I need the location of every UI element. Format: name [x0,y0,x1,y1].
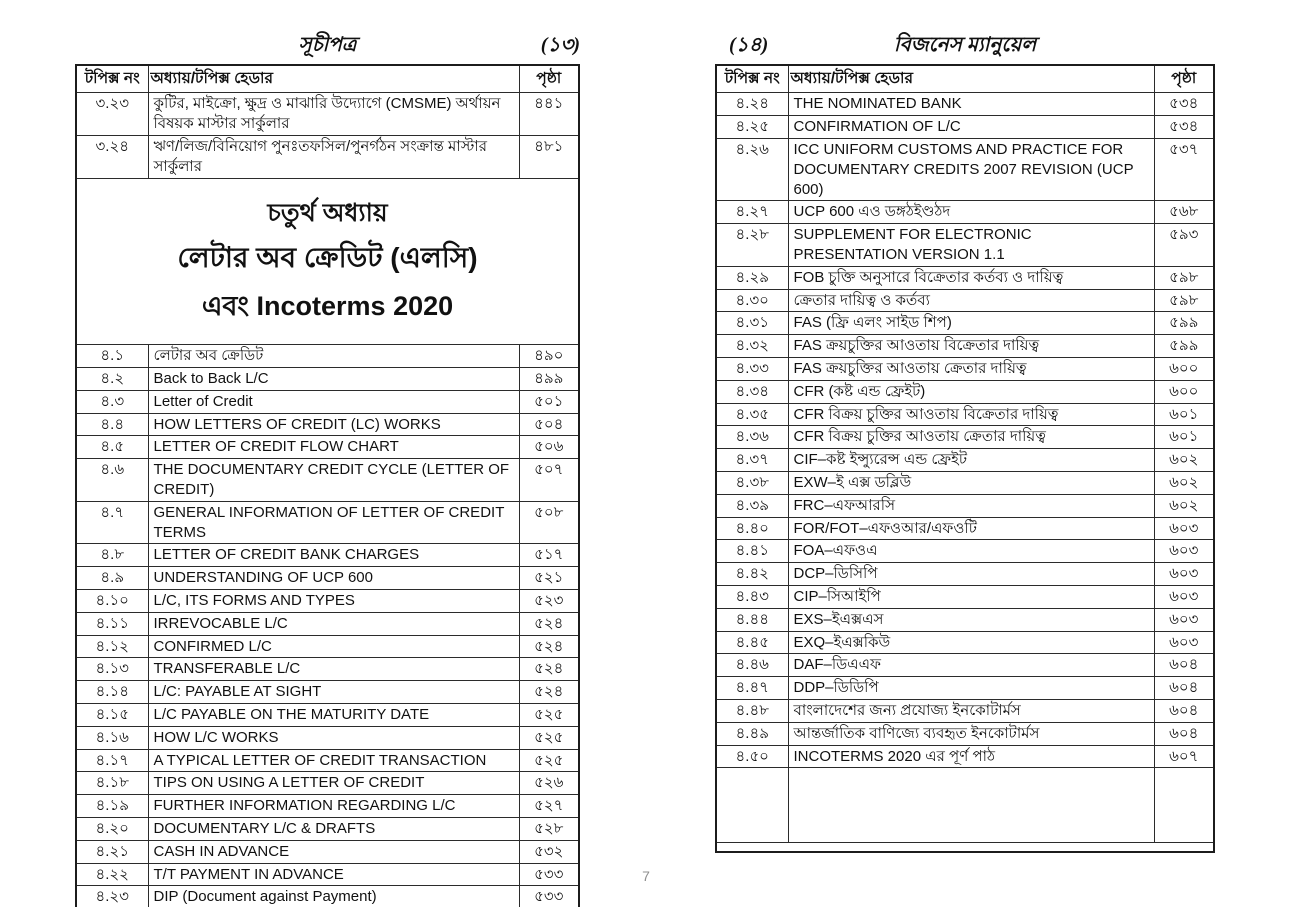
topic-number: ৪.৯ [76,567,148,590]
topic-title: FAS ক্রয়চুক্তির আওতায় ক্রেতার দায়িত্ব [788,358,1154,381]
toc-header-row [716,65,1214,93]
page-number: ৫৩৪ [1154,93,1214,116]
topic-number: ৪.৮ [76,544,148,567]
toc-table-left [75,64,580,907]
topic-number: ৪.৪৯ [716,722,788,745]
topic-number: ৪.২৬ [716,139,788,201]
column-page: পৃষ্ঠা [519,65,579,93]
page-number: ৫৯৯ [1154,335,1214,358]
topic-title: EXW–ই এক্স ডব্লিউ [788,472,1154,495]
topic-number: ৪.৪১ [716,540,788,563]
toc-row [76,749,579,772]
topic-title: Back to Back L/C [148,368,519,391]
page-number: ৫৯৯ [1154,312,1214,335]
topic-number: ৪.১৮ [76,772,148,795]
topic-title: CASH IN ADVANCE [148,840,519,863]
column-topic-no: টপিক্স নং [76,65,148,93]
chapter-heading-cell [76,178,579,345]
scan-page-number: 7 [642,868,650,884]
topic-title: L/C, ITS FORMS AND TYPES [148,589,519,612]
page-number: ৬০৩ [1154,585,1214,608]
toc-table-right [715,64,1215,853]
topic-title: IRREVOCABLE L/C [148,612,519,635]
toc-row [716,403,1214,426]
topic-number: ৪.১৩ [76,658,148,681]
topic-number: ৪.২১ [76,840,148,863]
topic-title: SUPPLEMENT FOR ELECTRONIC PRESENTATION VERSION 1.1 [788,224,1154,267]
toc-row [76,544,579,567]
toc-row [76,93,579,136]
toc-table-right-head [716,65,1214,93]
topic-number: ৪.২৯ [716,266,788,289]
page-number: ৫৩২ [519,840,579,863]
page-number: ৫২৪ [519,681,579,704]
toc-row [76,567,579,590]
topic-title: HOW L/C WORKS [148,726,519,749]
page-number-label: (১৪) [729,34,769,56]
toc-row [76,681,579,704]
topic-title: HOW LETTERS OF CREDIT (LC) WORKS [148,413,519,436]
page-number: ৫২৭ [519,795,579,818]
topic-title: CIF–কষ্ট ইন্স্যুরেন্স এন্ড ফ্রেইট [788,449,1154,472]
topic-number: ৪.৪২ [716,563,788,586]
topic-number: ৩.২৩ [76,93,148,136]
topic-number: ৪.২০ [76,817,148,840]
toc-row [716,312,1214,335]
page-number: ৫২৫ [519,726,579,749]
page-number: ৬০২ [1154,449,1214,472]
topic-number: ৪.৩৩ [716,358,788,381]
topic-title: DAF–ডিএএফ [788,654,1154,677]
bottom-strip-row [716,843,1214,853]
topic-number: ৪.২৭ [716,201,788,224]
topic-title: আন্তর্জাতিক বাণিজ্যে ব্যবহৃত ইনকোটার্মস [788,722,1154,745]
topic-title: CONFIRMATION OF L/C [788,116,1154,139]
chapter-number-title: চতুর্থ অধ্যায় [267,198,388,227]
topic-title: FURTHER INFORMATION REGARDING L/C [148,795,519,818]
topic-title: FRC–এফআরসি [788,494,1154,517]
page-number: ৫২১ [519,567,579,590]
toc-row [76,795,579,818]
page-number: ৫০৬ [519,436,579,459]
page-number: ৫২৪ [519,635,579,658]
topic-title: GENERAL INFORMATION OF LETTER OF CREDIT TERMS [148,501,519,544]
toc-row [716,335,1214,358]
page-13-header [75,28,580,64]
toc-row [716,745,1214,768]
topic-title: A TYPICAL LETTER OF CREDIT TRANSACTION [148,749,519,772]
toc-row [716,201,1214,224]
page-number: ৬০১ [1154,403,1214,426]
empty-cell [1154,768,1214,843]
page-number: ৫২৩ [519,589,579,612]
topic-number: ৪.১১ [76,612,148,635]
topic-title: DDP–ডিডিপি [788,677,1154,700]
page-number: ৬০৪ [1154,699,1214,722]
topic-title: CFR বিক্রয় চুক্তির আওতায় বিক্রেতার দায়িত্ব [788,403,1154,426]
chapter4-rows-right [716,93,1214,768]
topic-number: ৪.৪০ [716,517,788,540]
toc-row [716,677,1214,700]
topic-title: UNDERSTANDING OF UCP 600 [148,567,519,590]
topic-number: ৪.৪৮ [716,699,788,722]
topic-number: ৪.২৩ [76,886,148,907]
page-number: ৫৬৮ [1154,201,1214,224]
topic-title: LETTER OF CREDIT BANK CHARGES [148,544,519,567]
page-number: ৬০০ [1154,358,1214,381]
topic-number: ৪.২ [76,368,148,391]
topic-number: ৪.১৯ [76,795,148,818]
toc-row [76,772,579,795]
topic-title: TIPS ON USING A LETTER OF CREDIT [148,772,519,795]
page-number: ৫০১ [519,390,579,413]
column-page: পৃষ্ঠা [1154,65,1214,93]
topic-title: FAS ক্রয়চুক্তির আওতায় বিক্রেতার দায়িত্ব [788,335,1154,358]
toc-row [716,699,1214,722]
topic-number: ৪.৪৭ [716,677,788,700]
topic-title: LETTER OF CREDIT FLOW CHART [148,436,519,459]
page-number: ৫৯৮ [1154,289,1214,312]
page-number: ৬০৩ [1154,540,1214,563]
page-number: ৫৩৭ [1154,139,1214,201]
topic-number: ৪.২৪ [716,93,788,116]
page-number: ৫১৭ [519,544,579,567]
toc-row [76,501,579,544]
topic-title: CIP–সিআইপি [788,585,1154,608]
topic-number: ৪.৩২ [716,335,788,358]
toc-row [76,413,579,436]
topic-number: ৪.৫ [76,436,148,459]
page-number: ৪৪১ [519,93,579,136]
toc-row [76,886,579,907]
page-number: ৪৮১ [519,136,579,179]
page-number: ৫২৮ [519,817,579,840]
topic-title: L/C: PAYABLE AT SIGHT [148,681,519,704]
toc-row [716,289,1214,312]
page-number: ৫০৮ [519,501,579,544]
toc-row [716,358,1214,381]
topic-title: L/C PAYABLE ON THE MATURITY DATE [148,703,519,726]
toc-row [716,654,1214,677]
topic-title: DCP–ডিসিপি [788,563,1154,586]
topic-number: ৪.৪৩ [716,585,788,608]
page-number: ৬০২ [1154,494,1214,517]
book-title: বিজনেস ম্যানুয়েল [893,34,1037,56]
toc-row [76,703,579,726]
page-number: ৫৩৩ [519,863,579,886]
topic-title: INCOTERMS 2020 এর পূর্ণ পাঠ [788,745,1154,768]
page-number: ৬০৪ [1154,722,1214,745]
page-number: ৫২৪ [519,658,579,681]
topic-title: CFR (কষ্ট এন্ড ফ্রেইট) [788,380,1154,403]
column-header: অধ্যায়/টপিক্স হেডার [788,65,1154,93]
page-number: ৫২৬ [519,772,579,795]
topic-number: ৪.৬ [76,459,148,502]
topic-number: ৪.২৮ [716,224,788,267]
page-14-header [715,28,1215,64]
topic-number: ৪.১ [76,345,148,368]
toc-row [76,658,579,681]
toc-table-left-head [76,65,579,93]
toc-row [716,449,1214,472]
page-number: ৬০০ [1154,380,1214,403]
topic-number: ৪.৫০ [716,745,788,768]
toc-row [76,136,579,179]
topic-title: THE DOCUMENTARY CREDIT CYCLE (LETTER OF CREDIT) [148,459,519,502]
toc-row [76,635,579,658]
toc-row [76,726,579,749]
topic-title: DOCUMENTARY L/C & DRAFTS [148,817,519,840]
toc-row [716,266,1214,289]
topic-title: ক্রেতার দায়িত্ব ও কর্তব্য [788,289,1154,312]
toc-row [716,380,1214,403]
page-number: ৪৯০ [519,345,579,368]
trailing-empty-section [716,768,1214,853]
chapter-heading-section [76,178,579,345]
topic-title: CONFIRMED L/C [148,635,519,658]
chapter-name-title: লেটার অব ক্রেডিট (এলসি) [177,241,478,273]
toc-row [716,585,1214,608]
topic-title: লেটার অব ক্রেডিট [148,345,519,368]
topic-number: ৪.৩ [76,390,148,413]
topic-number: ৪.৩০ [716,289,788,312]
topic-number: ৪.৩৮ [716,472,788,495]
topic-number: ৪.১৭ [76,749,148,772]
chapter-heading-row [76,178,579,345]
topic-number: ৪.৩৬ [716,426,788,449]
page-number: ৬০২ [1154,472,1214,495]
toc-row [76,840,579,863]
page-title: সূচীপত্র [298,34,357,56]
page-14 [715,28,1215,853]
column-topic-no: টপিক্স নং [716,65,788,93]
topic-number: ৪.৩৭ [716,449,788,472]
toc-row [76,817,579,840]
toc-row [76,612,579,635]
topic-title: UCP 600 এও ডঙ্গঠইণ্ডঠদ [788,201,1154,224]
topic-title: CFR বিক্রয় চুক্তির আওতায় ক্রেতার দায়িত্ব [788,426,1154,449]
topic-title: EXS–ইএক্সএস [788,608,1154,631]
page-number: ৬০১ [1154,426,1214,449]
page-number: ৬০৪ [1154,654,1214,677]
topic-title: FOA–এফওএ [788,540,1154,563]
page-number: ৫০৭ [519,459,579,502]
toc-header-row [76,65,579,93]
pre-chapter-rows [76,93,579,178]
chapter-subtitle: এবং Incoterms 2020 [201,290,454,321]
page-number: ৬০৩ [1154,608,1214,631]
topic-number: ৪.২২ [76,863,148,886]
topic-number: ৪.১৬ [76,726,148,749]
page-number-label: (১৩) [540,34,580,56]
page-number: ৬০৩ [1154,631,1214,654]
bottom-strip-cell [716,843,1214,853]
topic-title: FAS (ফ্রি এলং সাইড শিপ) [788,312,1154,335]
toc-row [716,472,1214,495]
page-number: ৬০৭ [1154,745,1214,768]
toc-row [716,563,1214,586]
topic-number: ৪.৩৫ [716,403,788,426]
topic-title: T/T PAYMENT IN ADVANCE [148,863,519,886]
toc-row [76,390,579,413]
toc-row [76,368,579,391]
topic-title: TRANSFERABLE L/C [148,658,519,681]
topic-title: EXQ–ইএক্সকিউ [788,631,1154,654]
page-number: ৬০৩ [1154,517,1214,540]
toc-row [716,224,1214,267]
page-number: ৫২৫ [519,749,579,772]
topic-number: ৪.৭ [76,501,148,544]
page-13 [75,28,580,907]
topic-number: ৪.১০ [76,589,148,612]
toc-row [716,722,1214,745]
empty-cell [716,768,788,843]
toc-row [76,436,579,459]
page-number: ৫৯৩ [1154,224,1214,267]
topic-title: কুটির, মাইক্রো, ক্ষুদ্র ও মাঝারি উদ্যোগে (CMSME) অর্থায়ন বিষয়ক মাস্টার সার্কুলার [148,93,519,136]
toc-row [716,631,1214,654]
toc-row [716,139,1214,201]
toc-row [716,517,1214,540]
topic-number: ৪.৩৯ [716,494,788,517]
column-header: অধ্যায়/টপিক্স হেডার [148,65,519,93]
topic-number: ৪.৪ [76,413,148,436]
page-number: ৫২৫ [519,703,579,726]
page-number: ৪৯৯ [519,368,579,391]
topic-number: ৩.২৪ [76,136,148,179]
toc-row [76,459,579,502]
topic-number: ৪.৪৫ [716,631,788,654]
topic-title: FOB চুক্তি অনুসারে বিক্রেতার কর্তব্য ও দায়িত্ব [788,266,1154,289]
page-number: ৫২৪ [519,612,579,635]
topic-number: ৪.৪৪ [716,608,788,631]
page-number: ৫০৪ [519,413,579,436]
topic-number: ৪.২৫ [716,116,788,139]
topic-number: ৪.১৪ [76,681,148,704]
toc-row [716,494,1214,517]
topic-number: ৪.১২ [76,635,148,658]
topic-title: ঋণ/লিজ/বিনিয়োগ পুনঃতফসিল/পুনর্গঠন সংক্রান্ত মাস্টার সার্কুলার [148,136,519,179]
toc-row [716,93,1214,116]
topic-title: বাংলাদেশের জন্য প্রযোজ্য ইনকোটার্মস [788,699,1154,722]
chapter4-rows-left [76,345,579,907]
page-number: ৫৩৪ [1154,116,1214,139]
page-number: ৬০৩ [1154,563,1214,586]
toc-row [716,116,1214,139]
topic-number: ৪.৩৪ [716,380,788,403]
page-number: ৫৩৩ [519,886,579,907]
toc-row [76,589,579,612]
page-number: ৫৯৮ [1154,266,1214,289]
toc-row [716,426,1214,449]
topic-title: DIP (Document against Payment) [148,886,519,907]
topic-number: ৪.১৫ [76,703,148,726]
toc-row [716,608,1214,631]
empty-cell [788,768,1154,843]
topic-number: ৪.৪৬ [716,654,788,677]
topic-title: THE NOMINATED BANK [788,93,1154,116]
empty-row [716,768,1214,843]
toc-row [76,345,579,368]
toc-row [716,540,1214,563]
topic-number: ৪.৩১ [716,312,788,335]
topic-title: Letter of Credit [148,390,519,413]
page-number: ৬০৪ [1154,677,1214,700]
topic-title: ICC UNIFORM CUSTOMS AND PRACTICE FOR DOCUMENTARY CREDITS 2007 REVISION (UCP 600) [788,139,1154,201]
topic-title: FOR/FOT–এফওআর/এফওটি [788,517,1154,540]
